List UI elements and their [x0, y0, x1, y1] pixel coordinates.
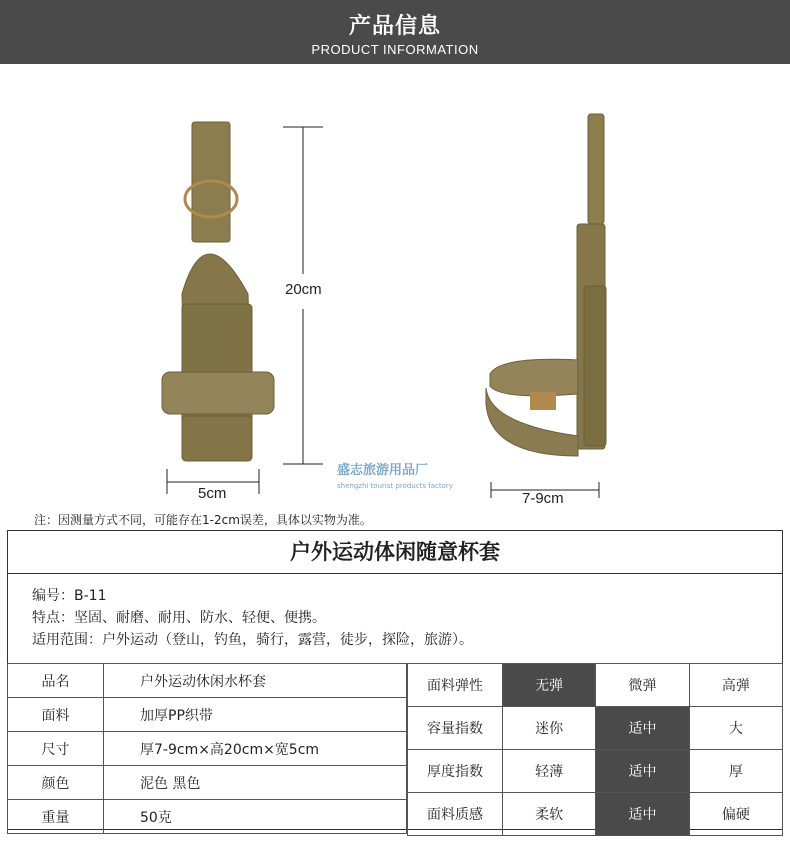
- table-row: [408, 750, 783, 793]
- rating-table: [407, 663, 783, 836]
- info-title: 户外运动体闲随意杯套: [8, 531, 782, 574]
- height-label: 20cm: [285, 281, 322, 298]
- rating-option: 偏硬: [689, 793, 782, 836]
- rating-option: 无弹: [503, 664, 596, 707]
- rating-key: 面料弹性: [408, 664, 503, 707]
- rating-option: 轻薄: [503, 750, 596, 793]
- width-label: 5cm: [198, 485, 227, 502]
- table-row: [8, 698, 407, 732]
- rating-option: 适中: [596, 750, 689, 793]
- header-subtitle: PRODUCT INFORMATION: [311, 42, 479, 57]
- rating-option: 适中: [596, 707, 689, 750]
- header-title: 产品信息: [348, 14, 441, 39]
- measurement-note: 注：因测量方式不同，可能存在1-2cm误差，具体以实物为准。: [34, 513, 372, 527]
- product-code: 编号：B-11: [32, 588, 107, 604]
- product-scope: 适用范围：户外运动（登山，钓鱼，骑行，露营，徒步，探险，旅游）。: [32, 632, 473, 648]
- spec-key: 面料: [8, 698, 104, 732]
- watermark-en: shengzhi tourist products factory: [337, 482, 453, 490]
- product-figure: [0, 64, 790, 509]
- diameter-label: 7-9cm: [522, 490, 564, 507]
- rating-option: 高弹: [689, 664, 782, 707]
- rating-key: 容量指数: [408, 707, 503, 750]
- spec-key: 品名: [8, 664, 104, 698]
- spec-table: [7, 663, 407, 834]
- spec-key: 尺寸: [8, 732, 104, 766]
- table-row: [8, 800, 407, 834]
- rating-option: 厚: [689, 750, 782, 793]
- product-features: 特点：坚固、耐磨、耐用、防水、轻便、便携。: [32, 610, 326, 626]
- rating-option: 迷你: [503, 707, 596, 750]
- watermark: 盛志旅游用品厂: [337, 463, 429, 478]
- rating-option: 微弹: [596, 664, 689, 707]
- spec-key: 重量: [8, 800, 104, 834]
- rating-option: 大: [689, 707, 782, 750]
- table-row: [408, 793, 783, 836]
- table-row: [8, 664, 407, 698]
- spec-key: 颜色: [8, 766, 104, 800]
- table-row: [408, 664, 783, 707]
- spec-value: 50克: [104, 800, 407, 834]
- table-row: [8, 732, 407, 766]
- spec-value: 加厚PP织带: [104, 698, 407, 732]
- table-row: [8, 766, 407, 800]
- table-row: [408, 707, 783, 750]
- spec-value: 泥色 黑色: [104, 766, 407, 800]
- rating-option: 柔软: [503, 793, 596, 836]
- rating-key: 厚度指数: [408, 750, 503, 793]
- page-header: [0, 0, 790, 64]
- side-view-image: [486, 114, 606, 456]
- spec-value: 户外运动休闲水杯套: [104, 664, 407, 698]
- product-illustration: [0, 64, 790, 509]
- spec-value: 厚7-9cm×高20cm×宽5cm: [104, 732, 407, 766]
- front-view-image: [162, 122, 274, 461]
- rating-option: 适中: [596, 793, 689, 836]
- rating-key: 面料质感: [408, 793, 503, 836]
- info-lines: [32, 585, 473, 651]
